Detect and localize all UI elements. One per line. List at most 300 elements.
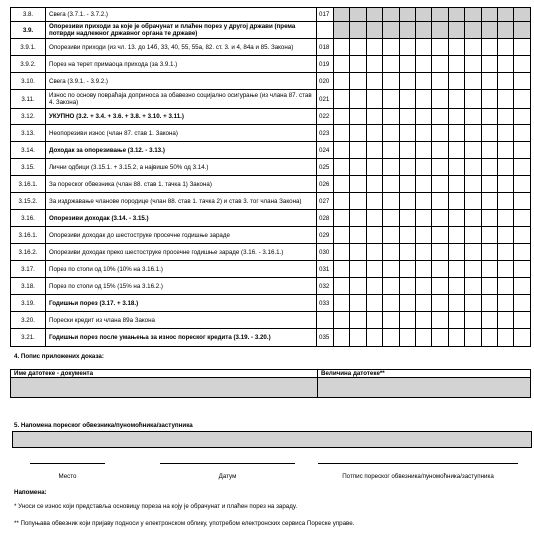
amount-digit-cell[interactable] (366, 109, 382, 125)
amount-digit-cell[interactable] (514, 278, 531, 295)
amount-digit-cell[interactable] (366, 176, 382, 193)
amount-digit-cell[interactable] (399, 90, 415, 109)
amount-digit-cell[interactable] (334, 312, 350, 329)
amount-digit-cell[interactable] (514, 210, 531, 227)
amount-digit-cell[interactable] (498, 90, 514, 109)
amount-digit-cell[interactable] (366, 39, 382, 56)
table-row (11, 193, 531, 210)
amount-digit-cell[interactable] (448, 142, 464, 159)
amount-digit-cell[interactable] (366, 73, 382, 90)
amount-digit-cell[interactable] (465, 22, 481, 39)
amount-digit-cell[interactable] (465, 125, 481, 142)
amount-digit-cell[interactable] (383, 312, 399, 329)
amount-digit-cell[interactable] (448, 125, 464, 142)
amount-digit-cell[interactable] (448, 312, 464, 329)
row-number: 3.15. (11, 159, 46, 176)
amount-digit-cell[interactable] (399, 295, 415, 312)
amount-digit-cell[interactable] (399, 312, 415, 329)
amount-digit-cell[interactable] (481, 227, 497, 244)
row-description: За пореског обвезника (члан 88. став 1. тачка 1) Закона) (46, 176, 317, 193)
amount-digit-cell[interactable] (432, 210, 448, 227)
amount-digit-cell[interactable] (383, 176, 399, 193)
amount-digit-cell[interactable] (448, 176, 464, 193)
amount-digit-cell[interactable] (465, 193, 481, 210)
amount-digit-cell[interactable] (465, 56, 481, 73)
amount-digit-cell[interactable] (465, 73, 481, 90)
amount-digit-cell[interactable] (514, 109, 531, 125)
amount-digit-cell[interactable] (366, 295, 382, 312)
row-number: 3.14. (11, 142, 46, 159)
amount-digit-cell[interactable] (514, 295, 531, 312)
amount-digit-cell[interactable] (334, 210, 350, 227)
amount-digit-cell[interactable] (432, 142, 448, 159)
row-description: УКУПНО (3.2. + 3.4. + 3.6. + 3.8. + 3.10. + 3.11.) (46, 109, 317, 125)
amount-digit-cell[interactable] (432, 109, 448, 125)
amount-digit-cell[interactable] (350, 90, 366, 109)
amount-digit-cell[interactable] (350, 22, 366, 39)
row-code: 022 (317, 109, 334, 125)
amount-digit-cell[interactable] (416, 329, 432, 347)
table-row (11, 244, 531, 261)
amount-digit-cell[interactable] (416, 125, 432, 142)
amount-digit-cell[interactable] (350, 193, 366, 210)
amount-digit-cell[interactable] (350, 210, 366, 227)
table-row (11, 39, 531, 56)
amount-digit-cell[interactable] (465, 312, 481, 329)
amount-digit-cell[interactable] (481, 244, 497, 261)
amount-digit-cell[interactable] (334, 22, 350, 39)
table-row (11, 73, 531, 90)
date-line (160, 463, 295, 464)
amount-digit-cell[interactable] (383, 39, 399, 56)
amount-digit-cell[interactable] (448, 244, 464, 261)
amount-digit-cell[interactable] (465, 176, 481, 193)
amount-digit-cell[interactable] (432, 125, 448, 142)
amount-digit-cell[interactable] (334, 295, 350, 312)
amount-digit-cell[interactable] (448, 278, 464, 295)
amount-digit-cell[interactable] (399, 39, 415, 56)
amount-digit-cell[interactable] (350, 278, 366, 295)
amount-digit-cell[interactable] (498, 278, 514, 295)
amount-digit-cell[interactable] (383, 159, 399, 176)
row-number: 3.18. (11, 278, 46, 295)
amount-digit-cell[interactable] (399, 8, 415, 22)
amount-digit-cell[interactable] (448, 261, 464, 278)
amount-digit-cell[interactable] (383, 244, 399, 261)
amount-digit-cell[interactable] (498, 261, 514, 278)
row-number: 3.8. (11, 8, 46, 22)
amount-digit-cell[interactable] (350, 312, 366, 329)
table-row (11, 295, 531, 312)
row-code: 025 (317, 159, 334, 176)
amount-digit-cell[interactable] (350, 227, 366, 244)
amount-digit-cell[interactable] (416, 159, 432, 176)
amount-digit-cell[interactable] (383, 261, 399, 278)
amount-digit-cell[interactable] (334, 109, 350, 125)
amount-digit-cell[interactable] (498, 142, 514, 159)
amount-digit-cell[interactable] (416, 210, 432, 227)
amount-digit-cell[interactable] (366, 329, 382, 347)
amount-digit-cell[interactable] (399, 193, 415, 210)
amount-digit-cell[interactable] (481, 312, 497, 329)
amount-digit-cell[interactable] (334, 8, 350, 22)
amount-digit-cell[interactable] (498, 210, 514, 227)
amount-digit-cell[interactable] (350, 39, 366, 56)
amount-digit-cell[interactable] (514, 312, 531, 329)
amount-digit-cell[interactable] (481, 193, 497, 210)
amount-digit-cell[interactable] (481, 142, 497, 159)
amount-digit-cell[interactable] (481, 159, 497, 176)
amount-digit-cell[interactable] (498, 329, 514, 347)
amount-digit-cell[interactable] (498, 109, 514, 125)
row-number: 3.9. (11, 22, 46, 39)
amount-digit-cell[interactable] (416, 22, 432, 39)
amount-digit-cell[interactable] (448, 56, 464, 73)
amount-digit-cell[interactable] (514, 329, 531, 347)
amount-digit-cell[interactable] (383, 22, 399, 39)
amount-digit-cell[interactable] (383, 73, 399, 90)
amount-digit-cell[interactable] (334, 56, 350, 73)
amount-digit-cell[interactable] (514, 142, 531, 159)
row-code: 018 (317, 39, 334, 56)
amount-digit-cell[interactable] (416, 109, 432, 125)
amount-digit-cell[interactable] (432, 193, 448, 210)
row-code: 019 (317, 56, 334, 73)
amount-digit-cell[interactable] (334, 176, 350, 193)
amount-digit-cell[interactable] (481, 261, 497, 278)
amount-digit-cell[interactable] (481, 39, 497, 56)
amount-digit-cell[interactable] (448, 73, 464, 90)
table-row (11, 125, 531, 142)
amount-digit-cell[interactable] (465, 142, 481, 159)
amount-digit-cell[interactable] (498, 125, 514, 142)
amount-digit-cell[interactable] (432, 329, 448, 347)
amount-digit-cell[interactable] (465, 329, 481, 347)
amount-digit-cell[interactable] (416, 295, 432, 312)
amount-digit-cell[interactable] (432, 244, 448, 261)
amount-digit-cell[interactable] (383, 56, 399, 73)
amount-digit-cell[interactable] (399, 261, 415, 278)
amount-digit-cell[interactable] (416, 73, 432, 90)
amount-digit-cell[interactable] (366, 90, 382, 109)
amount-digit-cell[interactable] (399, 227, 415, 244)
amount-digit-cell[interactable] (432, 39, 448, 56)
amount-digit-cell[interactable] (448, 159, 464, 176)
amount-digit-cell[interactable] (481, 125, 497, 142)
amount-digit-cell[interactable] (383, 8, 399, 22)
row-description: Износ по основу повраћаја доприноса за обавезно социјално осигурање (из члана 87. став 4. Закона) (46, 90, 317, 109)
amount-digit-cell[interactable] (350, 176, 366, 193)
amount-digit-cell[interactable] (498, 159, 514, 176)
amount-digit-cell[interactable] (399, 125, 415, 142)
row-code: 032 (317, 278, 334, 295)
amount-digit-cell[interactable] (334, 125, 350, 142)
amount-digit-cell[interactable] (383, 210, 399, 227)
table-row (11, 261, 531, 278)
amount-digit-cell[interactable] (481, 90, 497, 109)
amount-digit-cell[interactable] (432, 56, 448, 73)
row-code: 024 (317, 142, 334, 159)
amount-digit-cell[interactable] (334, 278, 350, 295)
amount-digit-cell[interactable] (334, 244, 350, 261)
amount-digit-cell[interactable] (383, 295, 399, 312)
amount-digit-cell[interactable] (399, 56, 415, 73)
row-number: 3.12. (11, 109, 46, 125)
amount-digit-cell[interactable] (416, 244, 432, 261)
amount-digit-cell[interactable] (498, 244, 514, 261)
amount-digit-cell[interactable] (366, 56, 382, 73)
amount-digit-cell[interactable] (334, 193, 350, 210)
row-code: 033 (317, 295, 334, 312)
table-row (11, 109, 531, 125)
amount-digit-cell[interactable] (481, 210, 497, 227)
amount-digit-cell[interactable] (416, 56, 432, 73)
amount-digit-cell[interactable] (399, 210, 415, 227)
note-heading: 5. Напомена пореског обвезника/пуномоћника/заступника (14, 422, 193, 429)
table-row (11, 312, 531, 329)
amount-digit-cell[interactable] (334, 142, 350, 159)
amount-digit-cell[interactable] (366, 125, 382, 142)
amount-digit-cell[interactable] (334, 159, 350, 176)
row-number: 3.16. (11, 210, 46, 227)
amount-digit-cell[interactable] (366, 8, 382, 22)
amount-digit-cell[interactable] (416, 90, 432, 109)
amount-digit-cell[interactable] (448, 227, 464, 244)
file-size-cell[interactable] (318, 378, 531, 398)
amount-digit-cell[interactable] (448, 22, 464, 39)
amount-digit-cell[interactable] (432, 227, 448, 244)
amount-digit-cell[interactable] (334, 227, 350, 244)
row-description: Свега (3.9.1. - 3.9.2.) (46, 73, 317, 90)
amount-digit-cell[interactable] (481, 278, 497, 295)
amount-digit-cell[interactable] (498, 73, 514, 90)
row-code: 017 (317, 8, 334, 22)
amount-digit-cell[interactable] (481, 22, 497, 39)
amount-digit-cell[interactable] (498, 176, 514, 193)
amount-digit-cell[interactable] (350, 8, 366, 22)
amount-digit-cell[interactable] (432, 312, 448, 329)
amount-digit-cell[interactable] (366, 210, 382, 227)
amount-digit-cell[interactable] (366, 142, 382, 159)
amount-digit-cell[interactable] (498, 56, 514, 73)
amount-digit-cell[interactable] (465, 210, 481, 227)
amount-digit-cell[interactable] (465, 227, 481, 244)
file-name-cell[interactable] (11, 378, 318, 398)
amount-digit-cell[interactable] (399, 329, 415, 347)
table-row (11, 159, 531, 176)
amount-digit-cell[interactable] (432, 278, 448, 295)
amount-digit-cell[interactable] (399, 159, 415, 176)
attachments-heading: 4. Попис приложених доказа: (14, 353, 104, 360)
amount-digit-cell[interactable] (465, 278, 481, 295)
amount-digit-cell[interactable] (399, 244, 415, 261)
amount-digit-cell[interactable] (481, 109, 497, 125)
amount-digit-cell[interactable] (432, 176, 448, 193)
table-row (11, 56, 531, 73)
amount-digit-cell[interactable] (514, 193, 531, 210)
amount-digit-cell[interactable] (416, 312, 432, 329)
row-code: 023 (317, 125, 334, 142)
amount-digit-cell[interactable] (366, 22, 382, 39)
row-number: 3.11. (11, 90, 46, 109)
amount-digit-cell[interactable] (383, 227, 399, 244)
row-code: 027 (317, 193, 334, 210)
note-field[interactable] (12, 431, 532, 448)
amount-digit-cell[interactable] (514, 39, 531, 56)
amount-digit-cell[interactable] (498, 312, 514, 329)
amount-digit-cell[interactable] (514, 244, 531, 261)
amount-digit-cell[interactable] (432, 22, 448, 39)
amount-digit-cell[interactable] (399, 142, 415, 159)
amount-digit-cell[interactable] (465, 261, 481, 278)
amount-digit-cell[interactable] (465, 159, 481, 176)
date-label: Датум (218, 473, 237, 480)
amount-digit-cell[interactable] (432, 159, 448, 176)
amount-digit-cell[interactable] (366, 244, 382, 261)
amount-digit-cell[interactable] (399, 73, 415, 90)
amount-digit-cell[interactable] (448, 295, 464, 312)
amount-digit-cell[interactable] (366, 227, 382, 244)
footnote-1: * Уноси се износ који представља основицу пореза на коју је обрачунат и плаћен порез на зараду. (14, 503, 298, 510)
amount-digit-cell[interactable] (399, 22, 415, 39)
row-code (317, 22, 334, 39)
row-description: Порез по стопи од 15% (15% на 3.16.2.) (46, 278, 317, 295)
amount-digit-cell[interactable] (498, 295, 514, 312)
amount-digit-cell[interactable] (448, 39, 464, 56)
amount-digit-cell[interactable] (350, 244, 366, 261)
amount-digit-cell[interactable] (498, 39, 514, 56)
amount-digit-cell[interactable] (350, 261, 366, 278)
amount-digit-cell[interactable] (514, 90, 531, 109)
table-row (11, 176, 531, 193)
amount-digit-cell[interactable] (416, 8, 432, 22)
table-row (11, 90, 531, 109)
amount-digit-cell[interactable] (432, 8, 448, 22)
amount-digit-cell[interactable] (416, 142, 432, 159)
amount-digit-cell[interactable] (448, 329, 464, 347)
row-code: 031 (317, 261, 334, 278)
amount-digit-cell[interactable] (514, 56, 531, 73)
amount-digit-cell[interactable] (383, 278, 399, 295)
amount-digit-cell[interactable] (465, 8, 481, 22)
amount-digit-cell[interactable] (383, 90, 399, 109)
amount-digit-cell[interactable] (334, 73, 350, 90)
amount-digit-cell[interactable] (514, 227, 531, 244)
amount-digit-cell[interactable] (481, 295, 497, 312)
amount-digit-cell[interactable] (350, 142, 366, 159)
amount-digit-cell[interactable] (350, 329, 366, 347)
amount-digit-cell[interactable] (514, 261, 531, 278)
amount-digit-cell[interactable] (399, 109, 415, 125)
amount-digit-cell[interactable] (514, 22, 531, 39)
amount-digit-cell[interactable] (366, 193, 382, 210)
amount-digit-cell[interactable] (416, 261, 432, 278)
amount-digit-cell[interactable] (465, 90, 481, 109)
amount-digit-cell[interactable] (383, 125, 399, 142)
row-number: 3.16.1. (11, 227, 46, 244)
row-code: 020 (317, 73, 334, 90)
amount-digit-cell[interactable] (498, 193, 514, 210)
amount-digit-cell[interactable] (465, 295, 481, 312)
amount-digit-cell[interactable] (383, 329, 399, 347)
amount-digit-cell[interactable] (432, 73, 448, 90)
amount-digit-cell[interactable] (514, 125, 531, 142)
amount-digit-cell[interactable] (448, 193, 464, 210)
row-code: 035 (317, 329, 334, 347)
amount-digit-cell[interactable] (366, 312, 382, 329)
table-row (11, 8, 531, 22)
amount-digit-cell[interactable] (481, 8, 497, 22)
amount-digit-cell[interactable] (334, 39, 350, 56)
amount-digit-cell[interactable] (498, 227, 514, 244)
amount-digit-cell[interactable] (432, 295, 448, 312)
table-row (11, 329, 531, 347)
row-code: 026 (317, 176, 334, 193)
amount-digit-cell[interactable] (432, 90, 448, 109)
row-description: Порез по стопи од 10% (10% на 3.16.1.) (46, 261, 317, 278)
amount-digit-cell[interactable] (514, 8, 531, 22)
amount-digit-cell[interactable] (448, 90, 464, 109)
amount-digit-cell[interactable] (350, 125, 366, 142)
amount-digit-cell[interactable] (383, 193, 399, 210)
amount-digit-cell[interactable] (448, 8, 464, 22)
amount-digit-cell[interactable] (350, 109, 366, 125)
amount-digit-cell[interactable] (448, 210, 464, 227)
amount-digit-cell[interactable] (465, 244, 481, 261)
amount-digit-cell[interactable] (399, 176, 415, 193)
amount-digit-cell[interactable] (350, 159, 366, 176)
amount-digit-cell[interactable] (334, 90, 350, 109)
amount-digit-cell[interactable] (465, 109, 481, 125)
amount-digit-cell[interactable] (366, 278, 382, 295)
amount-digit-cell[interactable] (432, 261, 448, 278)
amount-digit-cell[interactable] (481, 73, 497, 90)
amount-digit-cell[interactable] (350, 56, 366, 73)
amount-digit-cell[interactable] (334, 261, 350, 278)
amount-digit-cell[interactable] (481, 176, 497, 193)
amount-digit-cell[interactable] (514, 159, 531, 176)
amount-digit-cell[interactable] (498, 8, 514, 22)
amount-digit-cell[interactable] (350, 295, 366, 312)
amount-digit-cell[interactable] (399, 278, 415, 295)
table-row (11, 210, 531, 227)
amount-digit-cell[interactable] (383, 109, 399, 125)
amount-digit-cell[interactable] (350, 73, 366, 90)
row-description: Опорезиви доходак до шестоструке просечне годишње зараде (46, 227, 317, 244)
amount-digit-cell[interactable] (366, 261, 382, 278)
row-number: 3.13. (11, 125, 46, 142)
amount-digit-cell[interactable] (514, 73, 531, 90)
amount-digit-cell[interactable] (481, 56, 497, 73)
amount-digit-cell[interactable] (334, 329, 350, 347)
row-number: 3.19. (11, 295, 46, 312)
row-number: 3.16.1. (11, 176, 46, 193)
amount-digit-cell[interactable] (416, 176, 432, 193)
amount-digit-cell[interactable] (416, 278, 432, 295)
amount-digit-cell[interactable] (416, 39, 432, 56)
amount-digit-cell[interactable] (448, 109, 464, 125)
amount-digit-cell[interactable] (498, 22, 514, 39)
amount-digit-cell[interactable] (416, 193, 432, 210)
amount-digit-cell[interactable] (465, 39, 481, 56)
amount-digit-cell[interactable] (383, 142, 399, 159)
amount-digit-cell[interactable] (416, 227, 432, 244)
row-number: 3.17. (11, 261, 46, 278)
amount-digit-cell[interactable] (366, 159, 382, 176)
row-description: Опорезиви доходак (3.14. - 3.15.) (46, 210, 317, 227)
amount-digit-cell[interactable] (514, 176, 531, 193)
amount-digit-cell[interactable] (481, 329, 497, 347)
